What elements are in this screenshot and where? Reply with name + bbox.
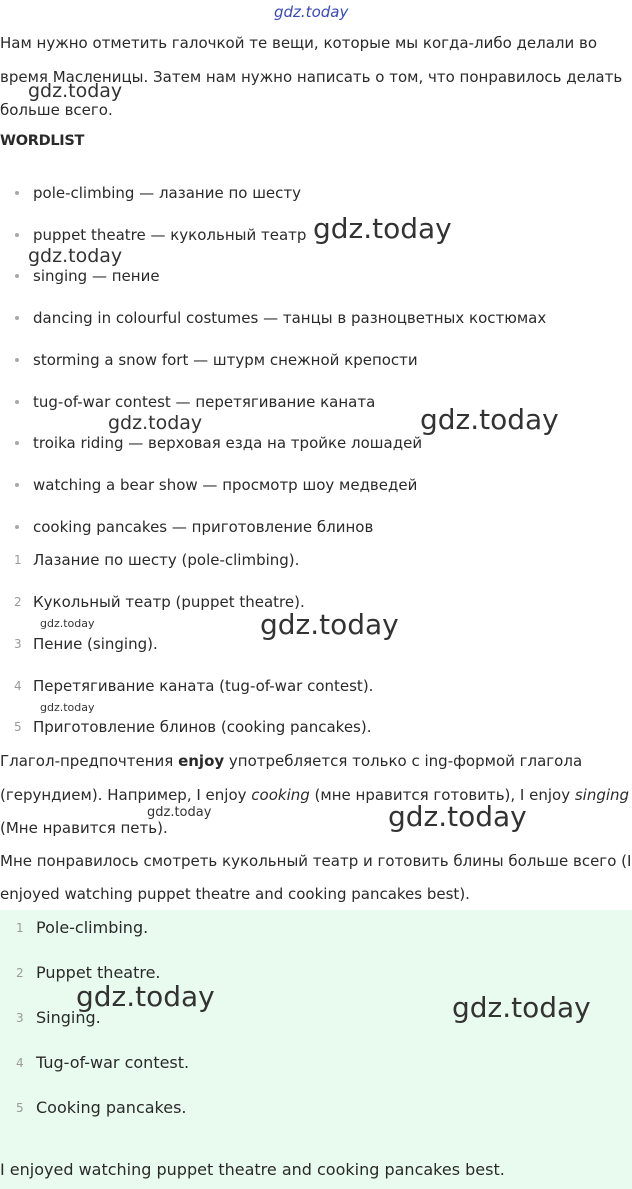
bullet-icon [15,483,19,487]
intro-line-3: больше всего. [0,101,113,119]
summary-line-1: Мне понравилось смотреть кукольный театр и готовить блины больше всего (I [0,852,632,870]
bullet-icon [15,191,19,195]
watermark: gdz.today [28,80,123,102]
watermark: gdz.today [260,608,399,641]
watermark: gdz.today [313,212,452,245]
watermark: gdz.today [388,800,527,833]
watermark: gdz.today [147,805,212,820]
watermark: gdz.today [76,980,215,1013]
bullet-icon [15,525,19,529]
bullet-icon [15,316,19,320]
watermark: gdz.today [420,403,559,436]
answer-sentence: I enjoyed watching puppet theatre and cooking pancakes best. [0,1160,505,1179]
bullet-icon [15,400,19,404]
intro-line-1: Нам нужно отметить галочкой те вещи, которые мы когда-либо делали во [0,34,598,52]
bullet-icon [15,274,19,278]
bullet-icon [15,358,19,362]
intro-line-2: время Масленицы. Затем нам нужно написать о том, что понравилось делать [0,68,623,86]
answer-block: 1 Pole-climbing. 2 Puppet theatre. 3 Singing. 4 Tug-of-war contest. 5 Cooking pancakes. I enjoyed watching puppet theatre and cooking pancakes best. [0,910,632,1189]
watermark-top: gdz.today [274,3,349,21]
summary-line-2: enjoyed watching puppet theatre and cooking pancakes best). [0,885,470,903]
grammar-line-3: (Мне нравится петь). [0,819,168,837]
watermark: gdz.today [28,245,123,267]
watermark: gdz.today [40,617,95,630]
watermark: gdz.today [40,701,95,714]
bullet-icon [15,233,19,237]
watermark: gdz.today [452,991,591,1024]
grammar-line-1: Глагол-предпочтения enjoy употребляется только с ing-формой глагола [0,752,583,770]
wordlist-heading: WORDLIST [0,133,85,149]
bullet-icon [15,441,19,445]
grammar-line-2: (герундием). Например, I enjoy cooking (мне нравится готовить), I enjoy singing [0,786,630,804]
watermark: gdz.today [108,412,203,434]
